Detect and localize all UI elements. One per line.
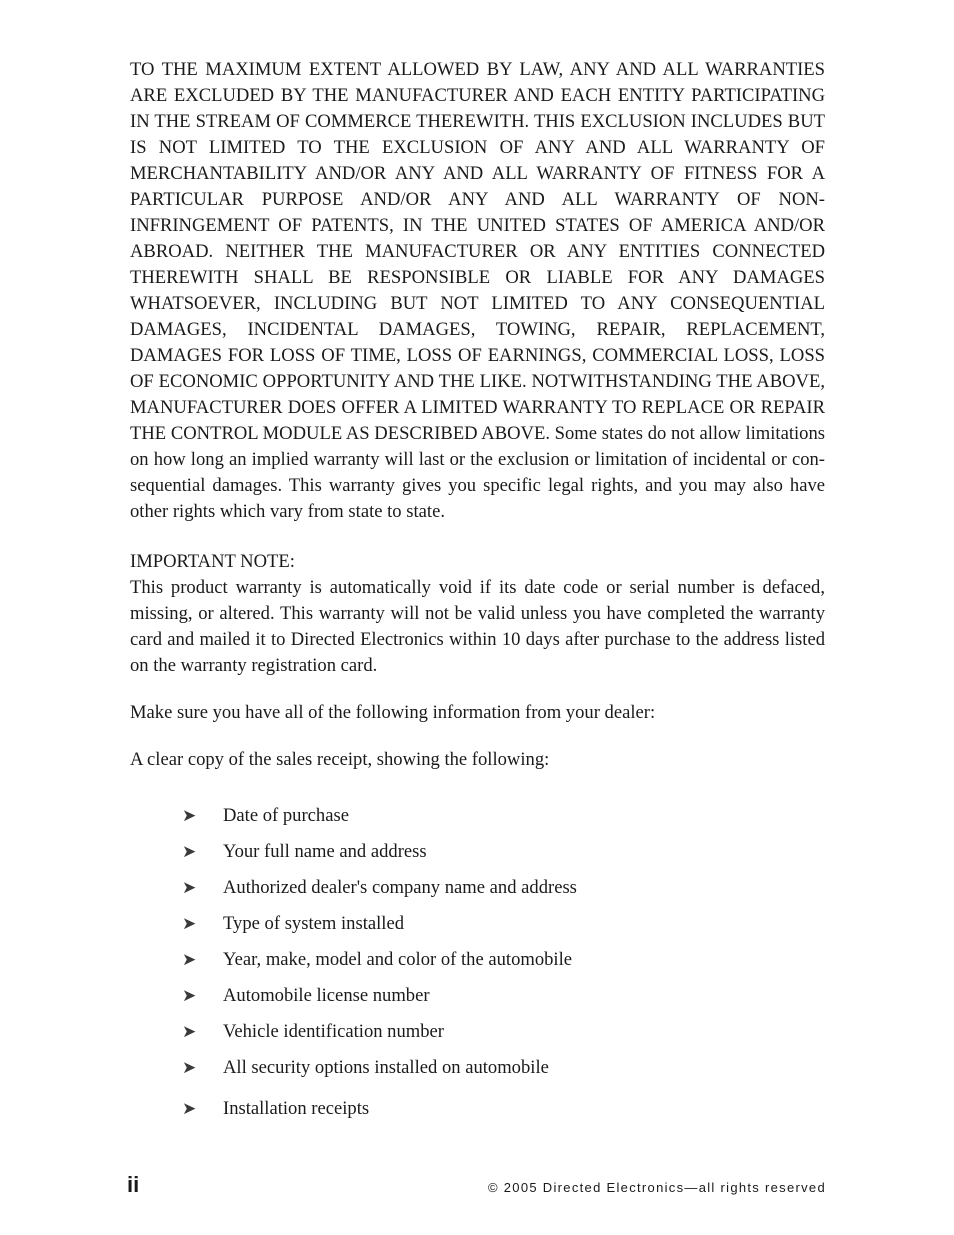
state-rights-text: Some states do not allow limitations on how long an implied warranty will last or the exclusion or limitation of incidental or consequential damages. This warranty gives you specific legal rights, and you may also have other rights which vary from state to state. — [130, 423, 826, 522]
arrowhead-icon: ➤ — [182, 878, 197, 898]
arrowhead-icon: ➤ — [182, 950, 197, 970]
list-item-label: Date of purchase — [223, 805, 349, 826]
list-item — [182, 1096, 825, 1132]
list-item-label: Installation receipts — [223, 1098, 370, 1119]
list-item-label: Authorized dealer's company name and address — [223, 877, 577, 898]
warranty-disclaimer-paragraph — [130, 57, 825, 525]
list-item — [182, 911, 825, 947]
arrowhead-icon: ➤ — [182, 842, 197, 862]
important-note-heading: IMPORTANT NOTE: — [130, 551, 295, 572]
important-note-body: This product warranty is automatically void if its date code or serial number is defaced, missing, or altered. This warranty will not be valid unless you have completed the warranty card and mailed it to Directed Electronics within 10 days after purchase to the address listed on the warranty registration card. — [130, 577, 825, 676]
dealer-info-intro: Make sure you have all of the following information from your dealer: — [130, 702, 656, 723]
list-item — [182, 875, 825, 911]
list-item-label: All security options installed on automobile — [223, 1057, 549, 1078]
list-item-label: Your full name and address — [223, 841, 427, 862]
receipt-checklist — [130, 803, 825, 1132]
receipt-intro: A clear copy of the sales receipt, showing the following: — [130, 749, 550, 770]
list-item-label: Vehicle identification number — [223, 1021, 444, 1042]
list-item-label: Year, make, model and color of the automobile — [223, 949, 573, 970]
arrowhead-icon: ➤ — [182, 1022, 197, 1042]
warranty-disclaimer-text: TO THE MAXIMUM EXTENT ALLOWED BY LAW, ANY AND ALL WARRANTIES ARE EXCLUDED BY THE MANUFACTURER AND EACH ENTITY PARTICIPATING IN THE STREAM OF COMMERCE THEREWITH. THIS EXCLUSION INCLUDES BUT IS NOT LIMITED TO THE EXCLUSION OF ANY AND ALL WARRANTY OF MERCHANTABILITY AND/OR ANY AND ALL WARRANTY OF FITNESS FOR A PARTICULAR PURPOSE AND/OR ANY AND ALL WARRANTY OF NON-INFRINGEMENT OF PATENTS, IN THE UNITED STATES OF AMERICA AND/OR ABROAD. NEITHER THE MANUFACTURER OR ANY ENTITIES CONNECTED THEREWITH SHALL BE RESPONSIBLE OR LIABLE FOR ANY DAMAGES WHATSOEVER, INCLUDING BUT NOT LIMITED TO ANY CONSEQUENTIAL DAMAGES, INCIDENTAL DAMAGES, TOWING, REPAIR, REPLACEMENT, DAMAGES FOR LOSS OF TIME, LOSS OF EARNINGS, COMMERCIAL LOSS, LOSS OF ECONOMIC OPPORTUNITY AND THE LIKE. NOTWITHSTANDING THE ABOVE, MANUFACTURER DOES OFFER A LIMITED WARRANTY TO REPLACE OR REPAIR THE CONTROL MODULE AS DESCRIBED ABOVE. — [130, 59, 825, 444]
list-item — [182, 983, 825, 1019]
copyright-notice: © 2005 Directed Electronics—all rights reserved — [487, 1180, 826, 1195]
list-item — [182, 1019, 825, 1055]
list-item-label: Automobile license number — [223, 985, 430, 1006]
page-number: ii — [127, 1172, 140, 1197]
document-page — [130, 57, 825, 1132]
arrowhead-icon: ➤ — [182, 1058, 197, 1078]
list-item — [182, 839, 825, 875]
list-item — [182, 947, 825, 983]
arrowhead-icon: ➤ — [182, 914, 197, 934]
list-item — [182, 803, 825, 839]
arrowhead-icon: ➤ — [182, 986, 197, 1006]
list-item-label: Type of system installed — [223, 913, 404, 934]
arrowhead-icon: ➤ — [182, 1099, 197, 1119]
arrowhead-icon: ➤ — [182, 806, 197, 826]
page-footer — [127, 1172, 826, 1198]
list-item — [182, 1055, 825, 1091]
